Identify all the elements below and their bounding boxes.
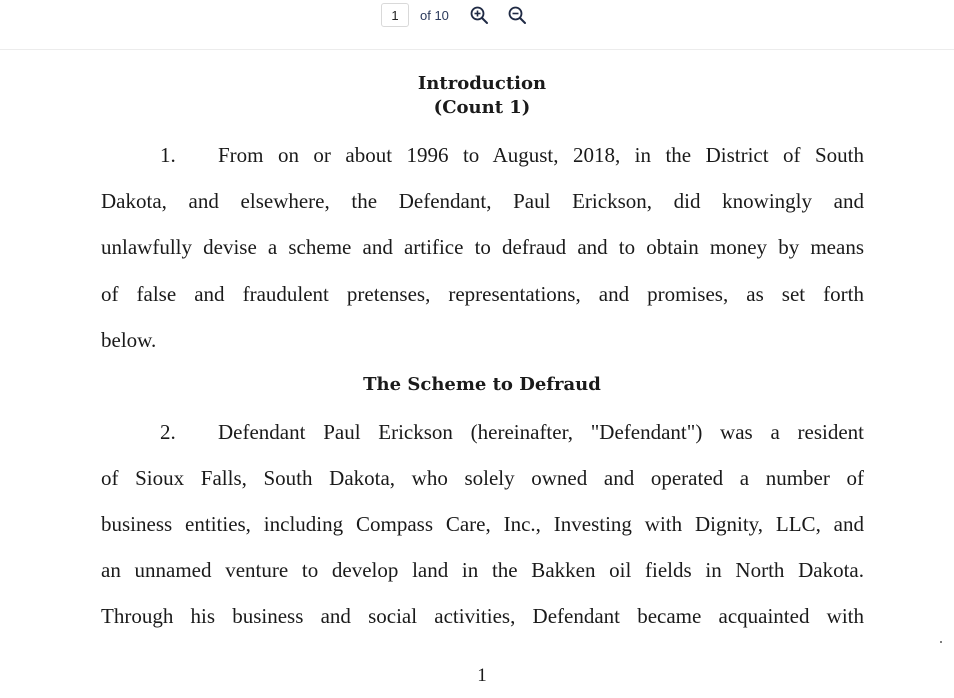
paragraph-line: Dakota, and elsewhere, the Defendant, Paul Erickson, did knowingly and <box>101 189 864 213</box>
paragraph-number: 1. <box>160 143 176 167</box>
scan-speck <box>940 641 942 643</box>
paragraph-line: Defendant Paul Erickson (hereinafter, "Defendant") was a resident <box>218 420 864 444</box>
paragraph-number: 2. <box>160 420 176 444</box>
paragraph-line: of false and fraudulent pretenses, representations, and promises, as set forth <box>101 282 864 306</box>
zoom-out-button[interactable] <box>507 4 529 26</box>
zoom-out-icon <box>507 5 527 25</box>
pdf-toolbar <box>0 0 954 50</box>
heading-scheme-to-defraud: The Scheme to Defraud <box>363 374 601 395</box>
document-page <box>0 50 954 698</box>
page-footer-number: 1 <box>477 665 487 686</box>
page-number-input[interactable] <box>381 3 409 27</box>
zoom-in-button[interactable] <box>469 4 491 26</box>
paragraph-line: of Sioux Falls, South Dakota, who solely owned and operated a number of <box>101 466 864 490</box>
paragraph-line: unlawfully devise a scheme and artifice to defraud and to obtain money by means <box>101 235 864 259</box>
heading-introduction: Introduction <box>417 73 547 94</box>
zoom-in-icon <box>469 5 489 25</box>
paragraph-line: an unnamed venture to develop land in the Bakken oil fields in North Dakota. <box>101 558 864 582</box>
page-count-label: of 10 <box>420 8 449 23</box>
paragraph-line: below. <box>101 328 157 352</box>
heading-count: (Count 1) <box>433 97 531 118</box>
paragraph-line: From on or about 1996 to August, 2018, in the District of South <box>218 143 864 167</box>
paragraph-line: business entities, including Compass Care, Inc., Investing with Dignity, LLC, and <box>101 512 864 536</box>
paragraph-line: Through his business and social activities, Defendant became acquainted with <box>101 604 864 628</box>
